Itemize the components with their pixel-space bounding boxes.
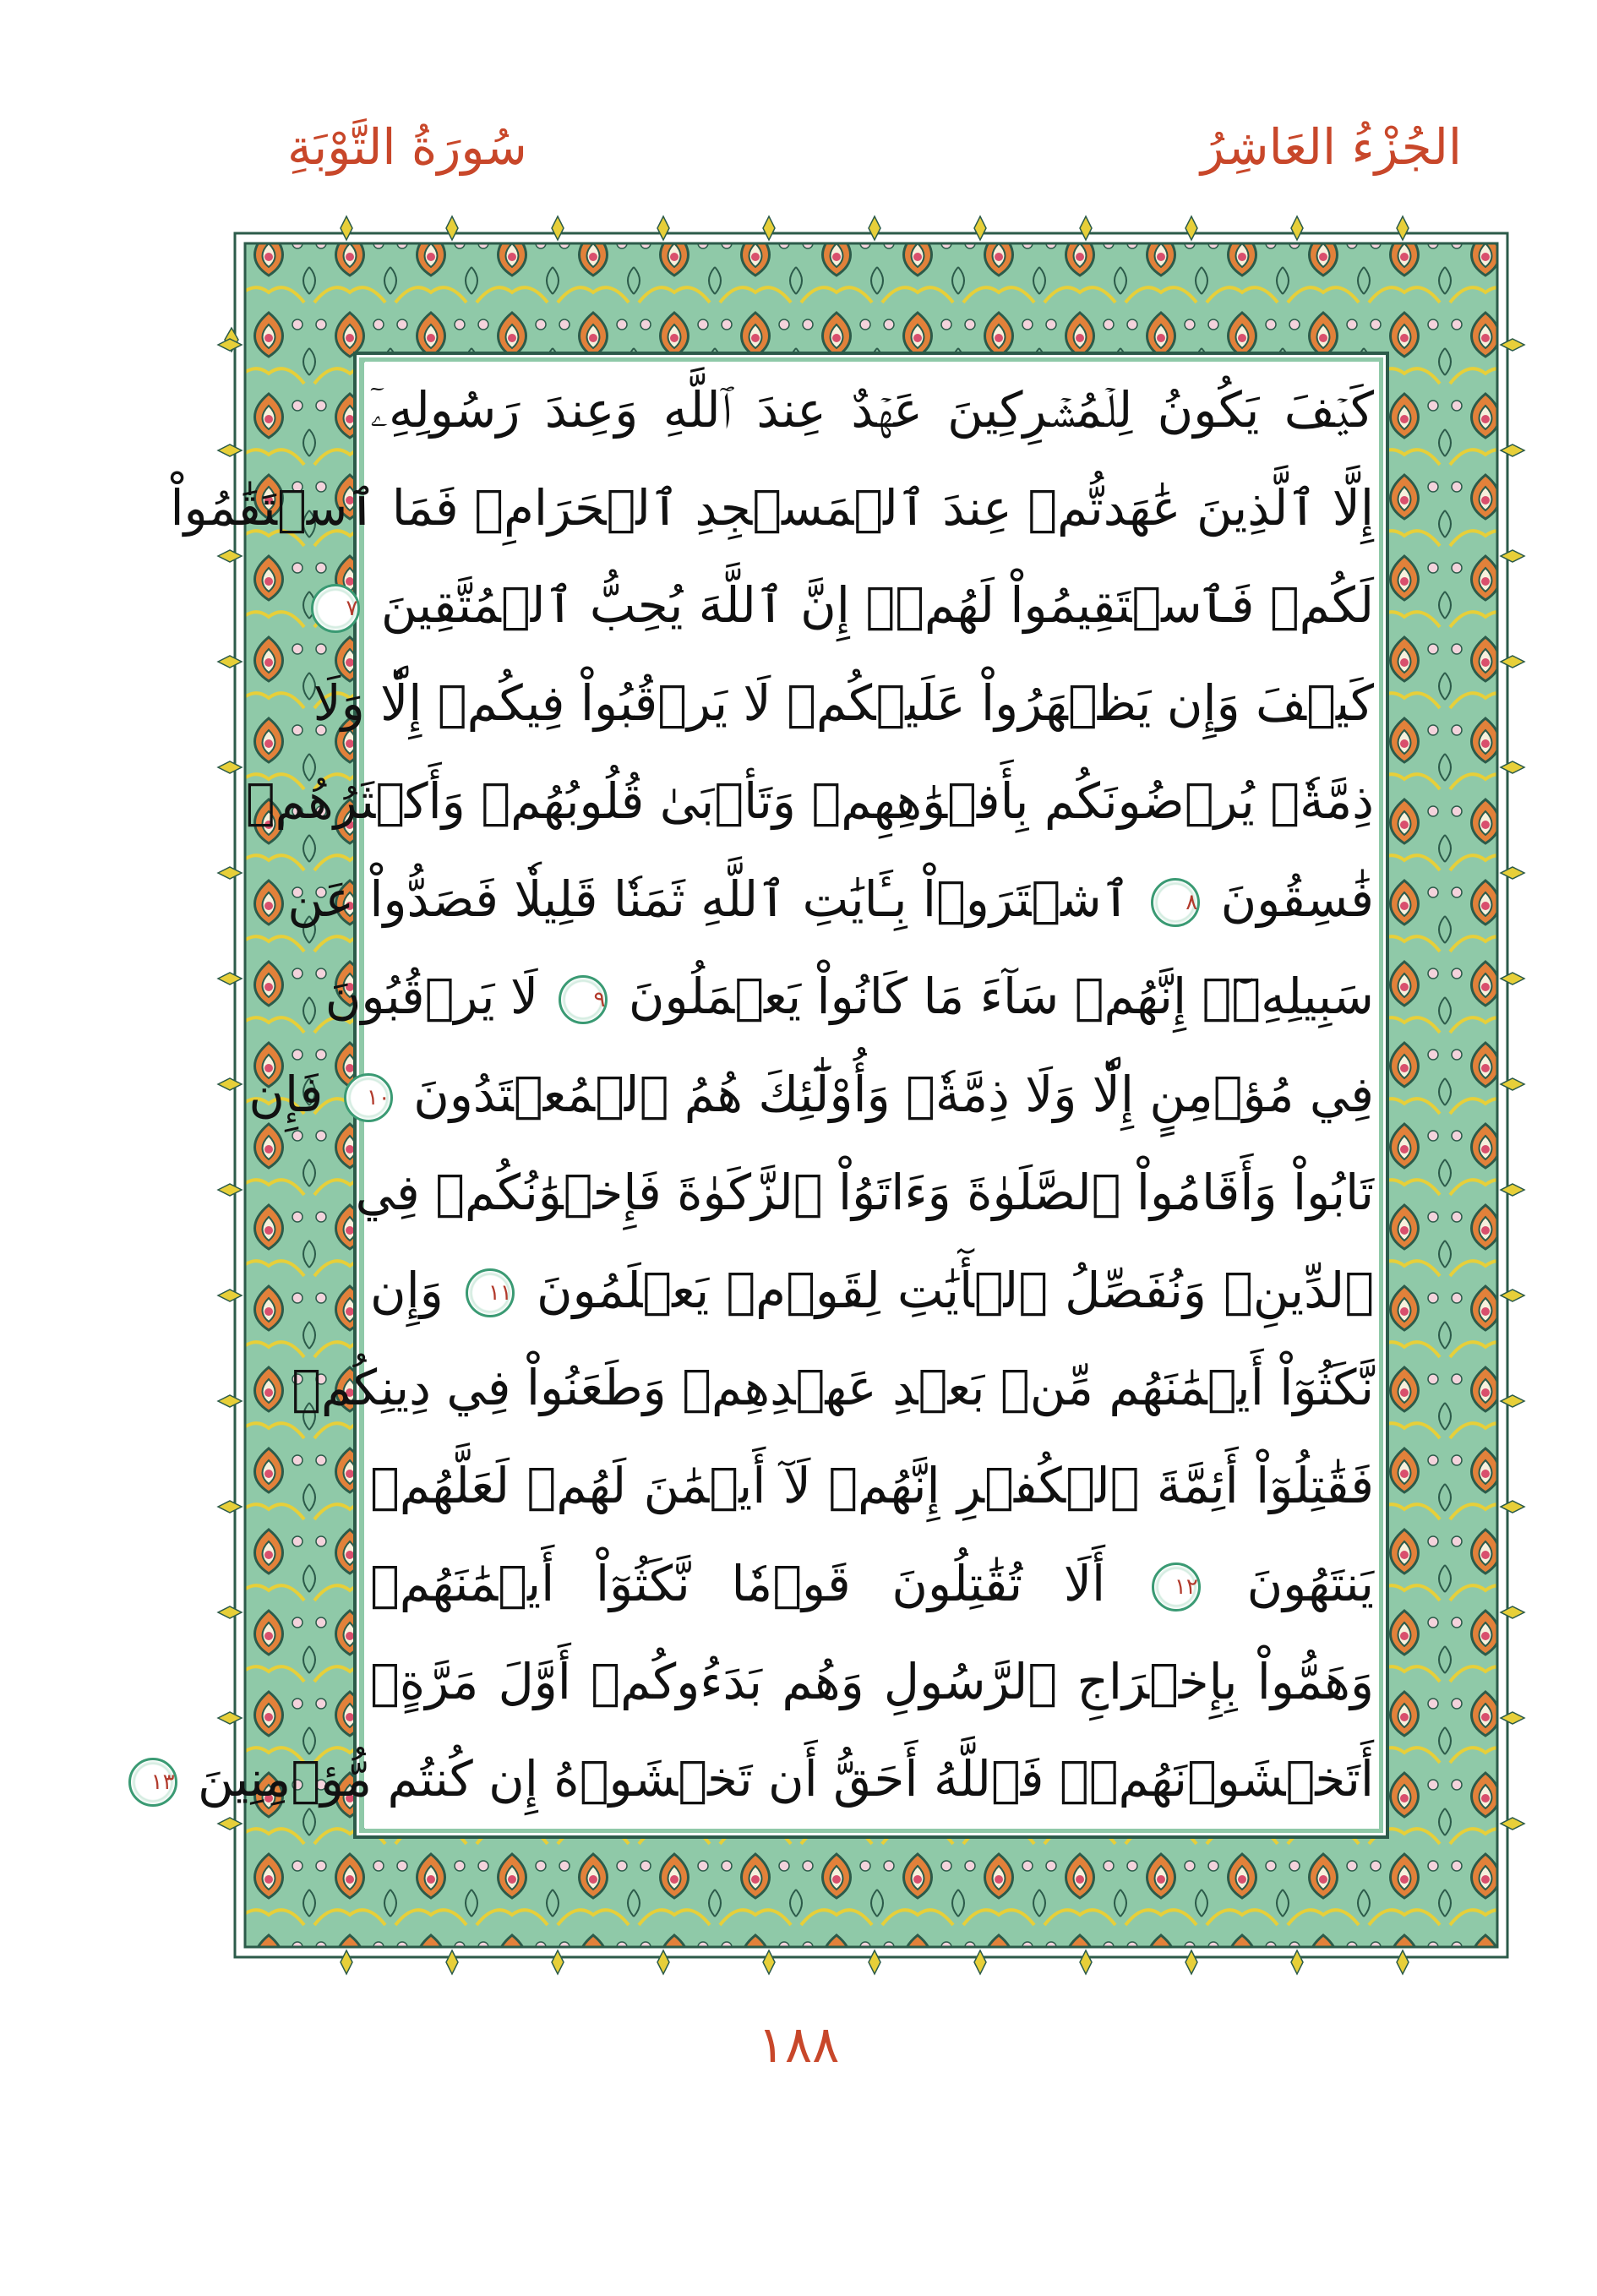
ayah-number-marker: ١٣	[128, 1758, 177, 1807]
text-line	[355, 1144, 1379, 1242]
line-text: فَقَٰتِلُوٓاْ أَئِمَّةَ ٱلۡكُفۡرِ إِنَّهُمۡ لَآ أَيۡمَٰنَ لَهُمۡ لَعَلَّهُمۡ	[370, 1457, 1374, 1515]
line-text: تَابُواْ وَأَقَامُواْ ٱلصَّلَوٰةَ وَءَاتَوُاْ ٱلزَّكَوٰةَ فَإِخۡوَٰنُكُمۡ فِي	[355, 1163, 1374, 1221]
line-text: كَيۡفَ يَكُونُ لِلۡمُشۡرِكِينَ عَهۡدٌ عِندَ ٱللَّهِ وَعِندَ رَسُولِهِۦٓ	[370, 381, 1374, 439]
line-text: ٱلدِّينِۗ وَنُفَصِّلُ ٱلۡأٓيَٰتِ لِقَوۡمٖ يَعۡلَمُونَ	[537, 1261, 1375, 1319]
text-line	[365, 362, 1379, 460]
text-line	[365, 1437, 1379, 1535]
line-text: وَإِن	[370, 1261, 444, 1319]
line-text: ذِمَّةٗۚ يُرۡضُونَكُم بِأَفۡوَٰهِهِمۡ وَتَأۡبَىٰ قُلُوبُهُمۡ وَأَكۡثَرُهُمۡ	[245, 772, 1374, 830]
text-line	[365, 1242, 1379, 1340]
line-text: فِي مُؤۡمِنٍ إِلّٗا وَلَا ذِمَّةٗۚ وَأُوْلَٰٓئِكَ هُمُ ٱلۡمُعۡتَدُونَ	[413, 1066, 1374, 1124]
text-line	[346, 557, 1379, 655]
ayah-number-marker: ١١	[466, 1268, 515, 1317]
quran-text-panel	[150, 362, 1379, 1829]
text-line	[365, 1633, 1379, 1732]
text-line	[287, 851, 1379, 949]
line-text: لَكُمۡ فَٱسۡتَقِيمُواْ لَهُمۡۚ إِنَّ ٱللَّهَ يُحِبُّ ٱلۡمُتَّقِينَ	[380, 576, 1374, 635]
ayah-number-marker: ١٠	[344, 1073, 393, 1122]
line-text: فَإِن	[248, 1066, 324, 1124]
line-text: يَنتَهُونَ	[1246, 1554, 1374, 1612]
line-text: إِلَّا ٱلَّذِينَ عَٰهَدتُّمۡ عِندَ ٱلۡمَسۡجِدِ ٱلۡحَرَامِۖ فَمَا ٱسۡتَقَٰمُواْ	[170, 478, 1374, 537]
line-text: وَهَمُّواْ بِإِخۡرَاجِ ٱلرَّسُولِ وَهُم بَدَءُوكُمۡ أَوَّلَ مَرَّةٍۚ	[370, 1652, 1374, 1710]
line-text: لَا يَرۡقُبُونَ	[324, 968, 539, 1026]
line-text: نَّكَثُوٓاْ أَيۡمَٰنَهُم مِّنۢ بَعۡدِ عَهۡدِهِمۡ وَطَعَنُواْ فِي دِينِكُمۡ	[292, 1359, 1374, 1417]
text-line	[324, 948, 1379, 1046]
line-text: ٱشۡتَرَوۡاْ بِـَٔايَٰتِ ٱللَّهِ ثَمَنٗا قَلِيلٗا فَصَدُّواْ عَن	[287, 870, 1131, 928]
line-text: أَتَخۡشَوۡنَهُمۡۚ فَٱللَّهُ أَحَقُّ أَن تَخۡشَوۡهُ إِن كُنتُم مُّؤۡمِنِينَ	[198, 1750, 1374, 1808]
line-text: فَٰسِقُونَ	[1220, 870, 1374, 928]
text-line	[248, 1046, 1379, 1144]
juz-title: الجُزْءُ العَاشِرُ	[1201, 118, 1462, 176]
text-line	[245, 753, 1379, 851]
ayah-number-marker: ١٢	[1152, 1562, 1201, 1612]
text-line	[365, 1535, 1379, 1633]
text-line	[170, 460, 1379, 558]
line-text: سَبِيلِهِۦٓۚ إِنَّهُمۡ سَآءَ مَا كَانُواْ يَعۡمَلُونَ	[628, 968, 1374, 1026]
text-line	[150, 1731, 1379, 1829]
line-text: كَيۡفَ وَإِن يَظۡهَرُواْ عَلَيۡكُمۡ لَا يَرۡقُبُواْ فِيكُمۡ إِلّٗا وَلَا	[313, 674, 1374, 733]
text-line	[292, 1339, 1379, 1437]
page-number: ١٨٨	[757, 2015, 840, 2075]
line-text: أَلَا تُقَٰتِلُونَ قَوۡمٗا نَّكَثُوٓاْ أَيۡمَٰنَهُمۡ	[370, 1554, 1106, 1612]
ayah-number-marker: ٧	[311, 584, 360, 633]
surah-title: سُورَةُ التَّوْبَةِ	[287, 118, 527, 176]
ayah-number-marker: ٨	[1151, 878, 1200, 927]
text-line	[313, 655, 1379, 753]
ayah-number-marker: ٩	[559, 975, 608, 1024]
